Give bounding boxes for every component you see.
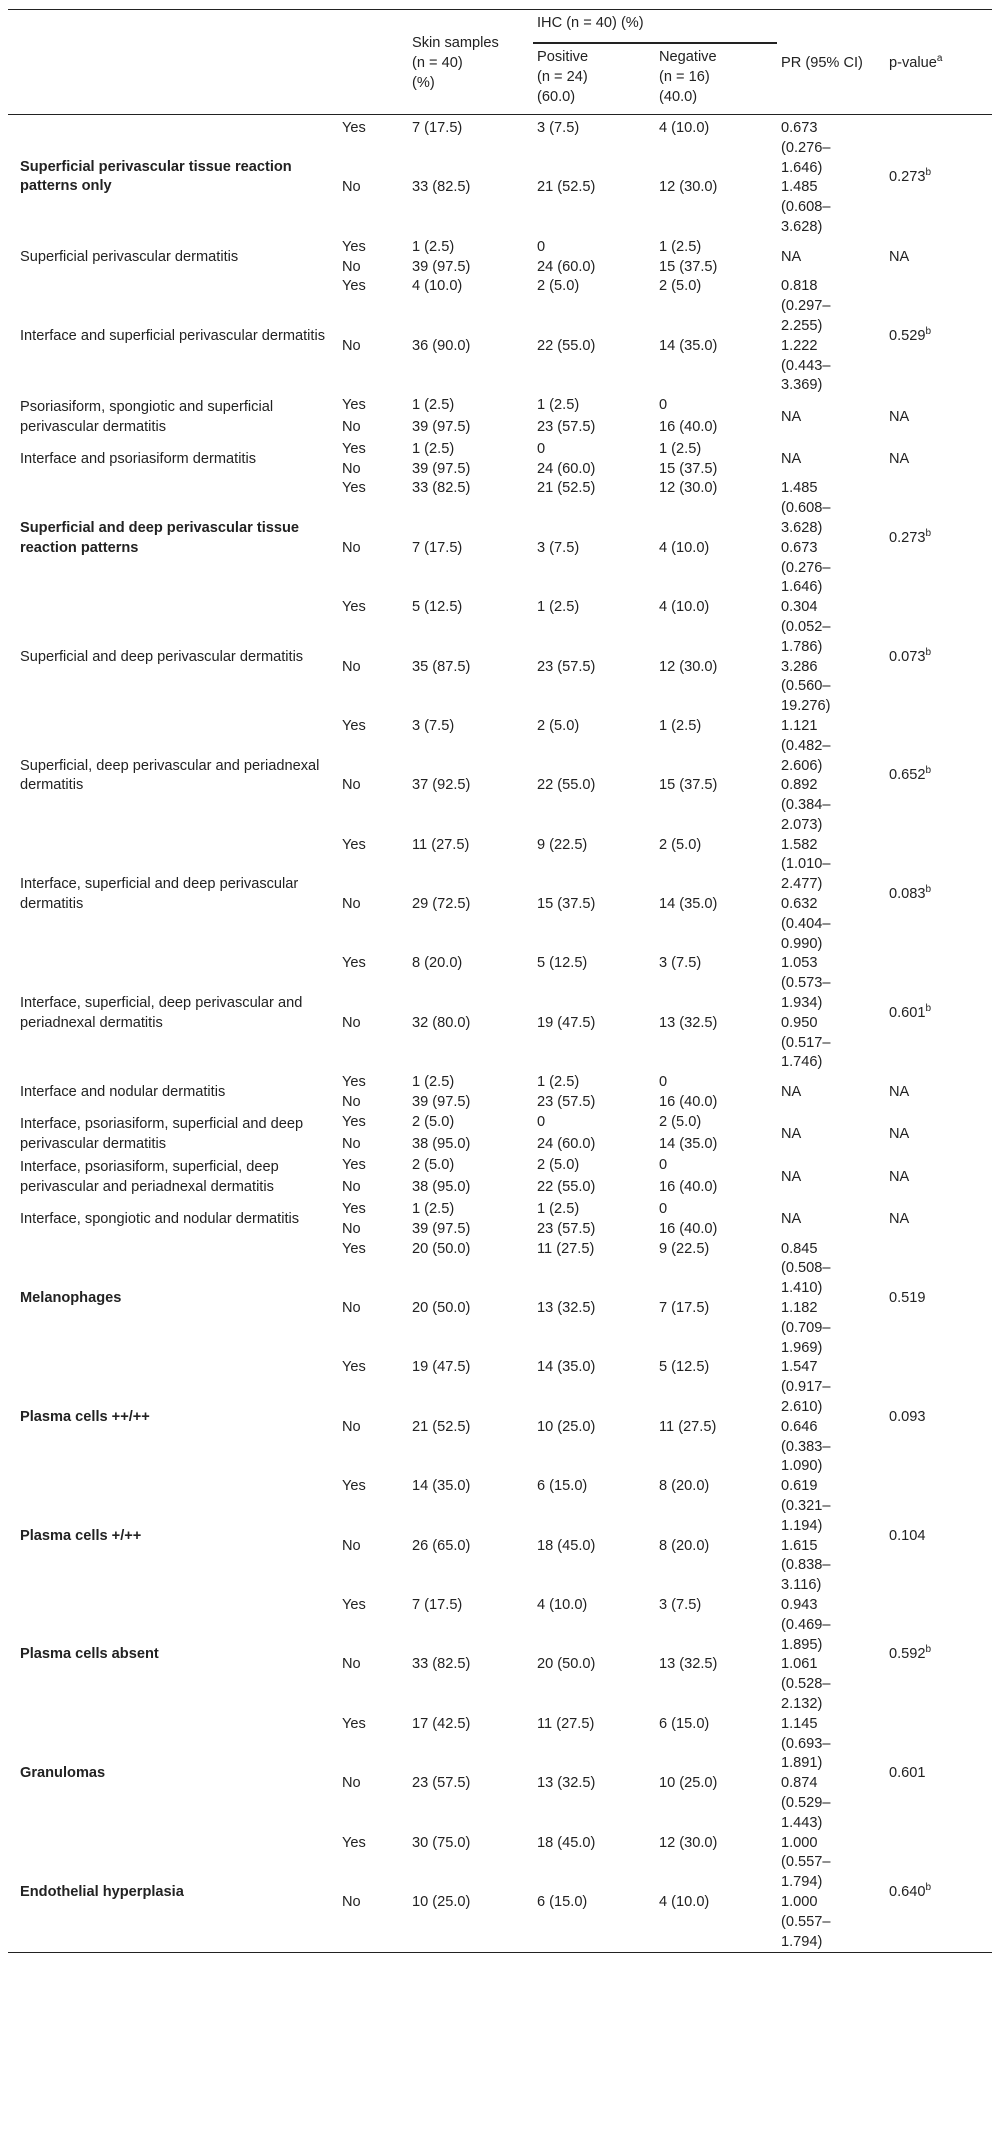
positive-cell: 13 (32.5) <box>537 1775 596 1792</box>
positive-cell: 21 (52.5) <box>537 179 596 196</box>
pvalue-text: 0.640 <box>889 1884 926 1901</box>
pvalue-cell <box>885 115 992 238</box>
positive-cell: 15 (37.5) <box>537 896 596 913</box>
yes-no-cell: No <box>342 539 361 556</box>
negative-cell: 0 <box>659 397 668 414</box>
row-label: Superficial and deep perivascular tissue reaction patterns <box>20 519 300 556</box>
table-row <box>8 1200 992 1220</box>
pr-cell: 0.632 (0.404– 0.990) <box>781 896 831 952</box>
positive-cell: 2 (5.0) <box>537 1157 580 1174</box>
pvalue-cell <box>885 836 992 955</box>
pr-cell: 0.673 (0.276– 1.646) <box>781 120 831 176</box>
pr-cell: 0.646 (0.383– 1.090) <box>781 1418 831 1475</box>
pr-cell: 0.673 (0.276– 1.646) <box>781 539 831 596</box>
negative-cell: 0 <box>659 1074 668 1091</box>
skin-samples-cell: 8 (20.0) <box>412 955 463 972</box>
positive-cell: 0 <box>537 238 546 255</box>
results-table <box>8 9 992 1953</box>
yes-no-cell: Yes <box>342 1478 366 1495</box>
skin-samples-cell: 38 (95.0) <box>412 1135 471 1152</box>
row-label: Plasma cells ++/++ <box>20 1408 150 1425</box>
negative-cell: 14 (35.0) <box>659 337 718 354</box>
pr-cell: NA <box>781 1169 802 1186</box>
pr-cell: 1.182 (0.709– 1.969) <box>781 1300 831 1356</box>
pvalue-cell <box>885 717 992 836</box>
table-row <box>8 1358 992 1417</box>
skin-samples-cell: 39 (97.5) <box>412 418 471 435</box>
negative-cell: 16 (40.0) <box>659 1179 718 1196</box>
negative-cell: 12 (30.0) <box>659 179 718 196</box>
skin-samples-cell: 4 (10.0) <box>412 278 463 295</box>
negative-cell: 4 (10.0) <box>659 120 710 136</box>
pvalue-sup: b <box>925 326 932 337</box>
pvalue-cell <box>885 1834 992 1953</box>
yes-no-cell: No <box>342 1418 361 1435</box>
yes-no-cell: Yes <box>342 1157 366 1174</box>
positive-cell: 1 (2.5) <box>537 1201 580 1218</box>
header-blank <box>8 10 338 115</box>
pvalue-text: NA <box>889 248 910 265</box>
table-row <box>8 1834 992 1893</box>
yes-no-cell: No <box>342 1775 361 1792</box>
skin-samples-cell: 33 (82.5) <box>412 179 471 196</box>
skin-samples-cell: 7 (17.5) <box>412 539 463 556</box>
positive-cell: 0 <box>537 1113 546 1130</box>
pr-cell: 0.619 (0.321– 1.194) <box>781 1478 831 1534</box>
negative-cell: 1 (2.5) <box>659 238 702 255</box>
yes-no-cell: No <box>342 1893 361 1910</box>
pr-cell: 1.547 (0.917– 2.610) <box>781 1359 831 1415</box>
yes-no-cell: No <box>342 460 361 477</box>
negative-cell: 14 (35.0) <box>659 1135 718 1152</box>
pr-cell: 1.222 (0.443– 3.369) <box>781 337 831 394</box>
positive-cell: 22 (55.0) <box>537 777 596 794</box>
row-label: Superficial and deep perivascular dermatitis <box>20 648 304 665</box>
negative-cell: 12 (30.0) <box>659 658 718 675</box>
row-label: Interface, psoriasiform, superficial and deep perivascular dermatitis <box>20 1115 304 1152</box>
negative-cell: 8 (20.0) <box>659 1478 710 1495</box>
pvalue-sup: b <box>925 765 932 777</box>
table-row <box>8 277 992 336</box>
table-row <box>8 1715 992 1774</box>
positive-cell: 9 (22.5) <box>537 836 588 853</box>
positive-cell: 23 (57.5) <box>537 1220 596 1237</box>
positive-cell: 24 (60.0) <box>537 460 596 477</box>
pr-cell: 1.121 (0.482– 2.606) <box>781 717 831 774</box>
pvalue-cell <box>885 440 992 480</box>
pr-cell: 0.874 (0.529– 1.443) <box>781 1775 831 1831</box>
yes-no-cell: No <box>342 658 361 675</box>
pr-cell: 0.845 (0.508– 1.410) <box>781 1240 831 1297</box>
pvalue-cell <box>885 1156 992 1200</box>
yes-no-cell: Yes <box>342 1596 366 1613</box>
positive-cell: 18 (45.0) <box>537 1834 596 1851</box>
pr-cell: 3.286 (0.560– 19.276) <box>781 658 831 715</box>
pr-cell: 0.892 (0.384– 2.073) <box>781 777 831 833</box>
yes-no-cell: No <box>342 1656 361 1673</box>
positive-cell: 11 (27.5) <box>537 1715 595 1732</box>
pr-cell: NA <box>781 409 802 426</box>
skin-samples-cell: 1 (2.5) <box>412 1201 455 1218</box>
positive-cell: 24 (60.0) <box>537 1135 596 1152</box>
skin-samples-cell: 23 (57.5) <box>412 1775 471 1792</box>
table-row <box>8 1073 992 1093</box>
negative-cell: 12 (30.0) <box>659 1834 718 1851</box>
positive-cell: 6 (15.0) <box>537 1893 588 1910</box>
yes-no-cell: No <box>342 1135 361 1152</box>
positive-cell: 2 (5.0) <box>537 717 580 734</box>
pvalue-cell <box>885 1073 992 1113</box>
pr-cell: 1.053 (0.573– 1.934) <box>781 955 831 1012</box>
skin-samples-cell: 14 (35.0) <box>412 1478 471 1495</box>
pvalue-sup: b <box>925 1644 932 1656</box>
positive-cell: 20 (50.0) <box>537 1656 596 1673</box>
yes-no-cell: Yes <box>342 238 366 255</box>
yes-no-cell: Yes <box>342 717 366 734</box>
pvalue-cell <box>885 1113 992 1157</box>
yes-no-cell: No <box>342 337 361 354</box>
pr-cell: 1.145 (0.693– 1.891) <box>781 1715 831 1772</box>
table-row <box>8 1156 992 1178</box>
skin-samples-cell: 33 (82.5) <box>412 1656 471 1673</box>
header-blank-yn <box>338 10 408 115</box>
header-pvalue-sup: a <box>936 53 943 65</box>
yes-no-cell: Yes <box>342 1715 366 1732</box>
positive-cell: 11 (27.5) <box>537 1240 595 1257</box>
skin-samples-cell: 5 (12.5) <box>412 599 463 616</box>
negative-cell: 5 (12.5) <box>659 1359 710 1376</box>
negative-cell: 13 (32.5) <box>659 1656 718 1673</box>
yes-no-cell: Yes <box>342 480 366 497</box>
negative-cell: 2 (5.0) <box>659 836 702 853</box>
row-label: Melanophages <box>20 1290 122 1307</box>
pvalue-text: 0.601 <box>889 1004 926 1021</box>
skin-samples-cell: 20 (50.0) <box>412 1240 471 1257</box>
positive-cell: 22 (55.0) <box>537 1179 596 1196</box>
positive-cell: 23 (57.5) <box>537 418 596 435</box>
pvalue-text: NA <box>889 1125 910 1142</box>
pvalue-text: 0.519 <box>889 1290 926 1307</box>
skin-samples-cell: 20 (50.0) <box>412 1300 471 1317</box>
skin-samples-cell: 2 (5.0) <box>412 1113 455 1130</box>
row-label: Plasma cells +/++ <box>20 1527 142 1544</box>
pr-cell: 1.000 (0.557– 1.794) <box>781 1834 831 1891</box>
skin-samples-cell: 35 (87.5) <box>412 658 471 675</box>
row-label: Superficial perivascular dermatitis <box>20 248 239 265</box>
pvalue-cell <box>885 1477 992 1596</box>
pvalue-sup: b <box>925 1003 932 1015</box>
negative-cell: 13 (32.5) <box>659 1014 718 1031</box>
pvalue-sup: b <box>925 884 932 896</box>
skin-samples-cell: 39 (97.5) <box>412 258 471 275</box>
pvalue-text: 0.073 <box>889 648 926 665</box>
pvalue-text: NA <box>889 1084 910 1101</box>
row-label: Granulomas <box>20 1765 106 1782</box>
header-positive: Positive (n = 24) (60.0) <box>537 49 589 105</box>
yes-no-cell: No <box>342 1537 361 1554</box>
header-pvalue-text: p-value <box>889 55 937 72</box>
row-label: Plasma cells absent <box>20 1646 159 1663</box>
yes-no-cell: Yes <box>342 1113 366 1130</box>
yes-no-cell: Yes <box>342 278 366 295</box>
table-row <box>8 1240 992 1299</box>
row-label: Interface, spongiotic and nodular dermatitis <box>20 1210 300 1227</box>
negative-cell: 15 (37.5) <box>659 460 718 477</box>
positive-cell: 4 (10.0) <box>537 1596 588 1613</box>
skin-samples-cell: 10 (25.0) <box>412 1893 471 1910</box>
positive-cell: 23 (57.5) <box>537 658 596 675</box>
table-row <box>8 717 992 776</box>
yes-no-cell: Yes <box>342 836 366 853</box>
table-row <box>8 440 992 460</box>
row-label: Superficial perivascular tissue reaction patterns only <box>20 158 292 195</box>
positive-cell: 6 (15.0) <box>537 1478 588 1495</box>
negative-cell: 7 (17.5) <box>659 1300 710 1317</box>
pvalue-cell <box>885 238 992 278</box>
positive-cell: 13 (32.5) <box>537 1300 596 1317</box>
yes-no-cell: Yes <box>342 440 366 457</box>
negative-cell: 8 (20.0) <box>659 1537 710 1554</box>
positive-cell: 0 <box>537 440 546 457</box>
positive-cell: 21 (52.5) <box>537 480 596 497</box>
pr-cell: 0.818 (0.297– 2.255) <box>781 278 831 334</box>
pvalue-cell <box>885 1715 992 1834</box>
pvalue-text: 0.601 <box>889 1765 926 1782</box>
header-skin-samples: Skin samples (n = 40) (%) <box>412 35 499 91</box>
negative-cell: 15 (37.5) <box>659 258 718 275</box>
header-ihc: IHC (n = 40) (%) <box>533 10 777 44</box>
positive-cell: 1 (2.5) <box>537 599 580 616</box>
pr-cell: NA <box>781 450 802 467</box>
pvalue-text: 0.273 <box>889 169 926 186</box>
table-header <box>8 10 992 115</box>
pr-cell: NA <box>781 248 802 265</box>
row-label: Interface and superficial perivascular dermatitis <box>20 327 325 344</box>
pr-cell: 0.950 (0.517– 1.746) <box>781 1014 831 1071</box>
positive-cell: 1 (2.5) <box>537 1074 580 1091</box>
pvalue-cell <box>885 277 992 396</box>
skin-samples-cell: 1 (2.5) <box>412 238 455 255</box>
skin-samples-cell: 17 (42.5) <box>412 1715 471 1732</box>
pr-cell: 1.000 (0.557– 1.794) <box>781 1893 831 1950</box>
pvalue-text: 0.104 <box>889 1527 926 1544</box>
yes-no-cell: Yes <box>342 1240 366 1257</box>
negative-cell: 12 (30.0) <box>659 480 718 497</box>
skin-samples-cell: 3 (7.5) <box>412 717 455 734</box>
skin-samples-cell: 1 (2.5) <box>412 397 455 414</box>
negative-cell: 9 (22.5) <box>659 1240 710 1257</box>
pvalue-text: 0.093 <box>889 1408 926 1425</box>
negative-cell: 4 (10.0) <box>659 1893 710 1910</box>
negative-cell: 11 (27.5) <box>659 1418 717 1435</box>
skin-samples-cell: 2 (5.0) <box>412 1157 455 1174</box>
positive-cell: 3 (7.5) <box>537 539 580 556</box>
pr-cell: NA <box>781 1210 802 1227</box>
positive-cell: 22 (55.0) <box>537 337 596 354</box>
table-row <box>8 115 992 179</box>
pvalue-text: NA <box>889 1169 910 1186</box>
positive-cell: 23 (57.5) <box>537 1094 596 1111</box>
yes-no-cell: Yes <box>342 955 366 972</box>
positive-cell: 24 (60.0) <box>537 258 596 275</box>
header-pvalue <box>885 10 992 115</box>
pvalue-cell <box>885 1240 992 1359</box>
pvalue-cell <box>885 396 992 440</box>
yes-no-cell: No <box>342 1094 361 1111</box>
pvalue-text: NA <box>889 409 910 426</box>
yes-no-cell: No <box>342 1179 361 1196</box>
negative-cell: 0 <box>659 1201 668 1218</box>
table-row <box>8 1596 992 1655</box>
negative-cell: 1 (2.5) <box>659 717 702 734</box>
pvalue-cell <box>885 1200 992 1240</box>
skin-samples-cell: 33 (82.5) <box>412 480 471 497</box>
positive-cell: 1 (2.5) <box>537 397 580 414</box>
positive-cell: 19 (47.5) <box>537 1014 596 1031</box>
table-body <box>8 115 992 1953</box>
negative-cell: 6 (15.0) <box>659 1715 710 1732</box>
positive-cell: 18 (45.0) <box>537 1537 596 1554</box>
pr-cell: 0.304 (0.052– 1.786) <box>781 599 831 655</box>
negative-cell: 2 (5.0) <box>659 278 702 295</box>
negative-cell: 14 (35.0) <box>659 896 718 913</box>
negative-cell: 3 (7.5) <box>659 1596 702 1613</box>
pr-cell: 1.582 (1.010– 2.477) <box>781 836 831 893</box>
skin-samples-cell: 39 (97.5) <box>412 460 471 477</box>
table-row <box>8 1477 992 1536</box>
skin-samples-cell: 29 (72.5) <box>412 896 471 913</box>
yes-no-cell: Yes <box>342 397 366 414</box>
row-label: Endothelial hyperplasia <box>20 1884 184 1901</box>
pvalue-sup: b <box>925 527 932 539</box>
pr-cell: 1.485 (0.608– 3.628) <box>781 480 831 536</box>
pvalue-sup: b <box>925 167 932 179</box>
skin-samples-cell: 21 (52.5) <box>412 1418 471 1435</box>
row-label: Interface and nodular dermatitis <box>20 1084 226 1101</box>
skin-samples-cell: 19 (47.5) <box>412 1359 471 1376</box>
pvalue-text: 0.529 <box>889 327 926 344</box>
pr-cell: NA <box>781 1084 802 1101</box>
table-row <box>8 954 992 1013</box>
skin-samples-cell: 7 (17.5) <box>412 120 463 136</box>
skin-samples-cell: 26 (65.0) <box>412 1537 471 1554</box>
negative-cell: 15 (37.5) <box>659 777 718 794</box>
yes-no-cell: Yes <box>342 1074 366 1091</box>
yes-no-cell: No <box>342 896 361 913</box>
yes-no-cell: No <box>342 1014 361 1031</box>
pvalue-text: 0.592 <box>889 1646 926 1663</box>
negative-cell: 4 (10.0) <box>659 539 710 556</box>
pvalue-sup: b <box>925 1882 932 1894</box>
negative-cell: 1 (2.5) <box>659 440 702 457</box>
header-negative: Negative (n = 16) (40.0) <box>659 49 717 105</box>
negative-cell: 3 (7.5) <box>659 955 702 972</box>
skin-samples-cell: 38 (95.0) <box>412 1179 471 1196</box>
skin-samples-cell: 39 (97.5) <box>412 1094 471 1111</box>
skin-samples-cell: 37 (92.5) <box>412 777 471 794</box>
pvalue-cell <box>885 1596 992 1715</box>
negative-cell: 10 (25.0) <box>659 1775 718 1792</box>
table-row <box>8 836 992 895</box>
pvalue-cell <box>885 479 992 598</box>
negative-cell: 16 (40.0) <box>659 1220 718 1237</box>
pvalue-cell <box>885 954 992 1073</box>
yes-no-cell: No <box>342 258 361 275</box>
positive-cell: 14 (35.0) <box>537 1359 596 1376</box>
row-label: Psoriasiform, spongiotic and superficial perivascular dermatitis <box>20 399 274 435</box>
negative-cell: 0 <box>659 1157 668 1174</box>
pr-cell: 1.615 (0.838– 3.116) <box>781 1537 831 1594</box>
positive-cell: 5 (12.5) <box>537 955 588 972</box>
skin-samples-cell: 36 (90.0) <box>412 337 471 354</box>
pr-cell: 1.485 (0.608– 3.628) <box>781 179 831 235</box>
negative-cell: 2 (5.0) <box>659 1113 702 1130</box>
row-label: Interface and psoriasiform dermatitis <box>20 450 257 467</box>
pvalue-text: NA <box>889 450 910 467</box>
table-row <box>8 238 992 258</box>
yes-no-cell: No <box>342 777 361 794</box>
yes-no-cell: Yes <box>342 120 366 136</box>
yes-no-cell: No <box>342 179 361 196</box>
skin-samples-cell: 39 (97.5) <box>412 1220 471 1237</box>
positive-cell: 3 (7.5) <box>537 120 580 136</box>
skin-samples-cell: 30 (75.0) <box>412 1834 471 1851</box>
positive-cell: 10 (25.0) <box>537 1418 596 1435</box>
yes-no-cell: No <box>342 418 361 435</box>
negative-cell: 4 (10.0) <box>659 599 710 616</box>
pvalue-cell <box>885 1358 992 1477</box>
positive-cell: 2 (5.0) <box>537 278 580 295</box>
skin-samples-cell: 1 (2.5) <box>412 440 455 457</box>
row-label: Interface, psoriasiform, superficial, deep perivascular and periadnexal dermatitis <box>20 1159 279 1196</box>
row-label: Interface, superficial, deep perivascular and periadnexal dermatitis <box>20 995 303 1031</box>
skin-samples-cell: 1 (2.5) <box>412 1074 455 1091</box>
pr-cell: 0.943 (0.469– 1.895) <box>781 1596 831 1653</box>
pvalue-text: NA <box>889 1210 910 1227</box>
negative-cell: 16 (40.0) <box>659 1094 718 1111</box>
table-row <box>8 479 992 538</box>
row-label: Superficial, deep perivascular and periadnexal dermatitis <box>20 757 320 794</box>
pvalue-text: 0.273 <box>889 529 926 546</box>
table-row <box>8 396 992 418</box>
yes-no-cell: No <box>342 1300 361 1317</box>
pr-cell: NA <box>781 1125 802 1142</box>
table-row <box>8 1113 992 1135</box>
skin-samples-cell: 11 (27.5) <box>412 836 470 853</box>
yes-no-cell: Yes <box>342 1359 366 1376</box>
row-label: Interface, superficial and deep perivascular dermatitis <box>20 876 299 913</box>
pvalue-cell <box>885 598 992 717</box>
yes-no-cell: Yes <box>342 1201 366 1218</box>
pvalue-text: 0.652 <box>889 767 926 784</box>
yes-no-cell: Yes <box>342 599 366 616</box>
pr-cell: 1.061 (0.528– 2.132) <box>781 1656 831 1712</box>
table-row <box>8 598 992 657</box>
pvalue-text: 0.083 <box>889 886 926 903</box>
yes-no-cell: No <box>342 1220 361 1237</box>
negative-cell: 16 (40.0) <box>659 418 718 435</box>
skin-samples-cell: 32 (80.0) <box>412 1014 471 1031</box>
header-pr: PR (95% CI) <box>781 55 863 72</box>
pvalue-sup: b <box>925 646 932 658</box>
skin-samples-cell: 7 (17.5) <box>412 1596 463 1613</box>
yes-no-cell: Yes <box>342 1834 366 1851</box>
